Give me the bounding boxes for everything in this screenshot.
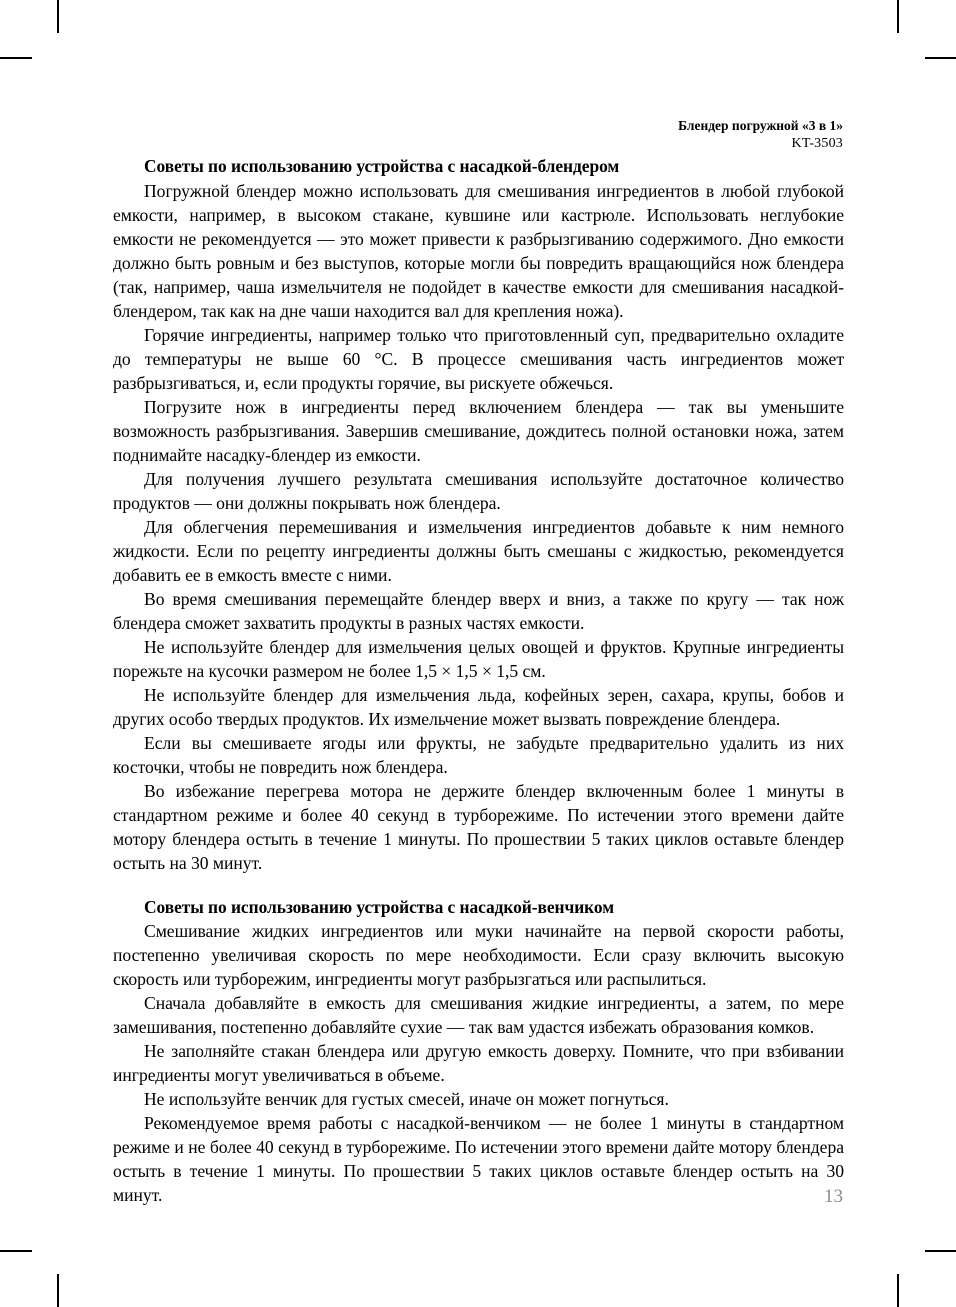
text-column: [113, 155, 844, 1207]
crop-mark-top-left-vertical: [57, 0, 59, 33]
paragraph: Смешивание жидких ингредиентов или муки начинайте на первой скорости работы, постепенно увеличивая скорость по мере необходимости. Если сразу включить высокую скорость или турборежим, ингредиенты могут разбрызгаться или распылиться.: [113, 921, 844, 990]
paragraph: Горячие ингредиенты, например только что приготовленный суп, предварительно охладите до температуры не выше 60 °C. В процессе смешивания часть ингредиентов может разбрызгиваться, и, если продукты горячие, вы рискуете обжечься.: [113, 324, 844, 393]
crop-mark-bottom-left-vertical: [57, 1274, 59, 1307]
crop-mark-bottom-right-vertical: [897, 1274, 899, 1307]
paragraph: Не используйте блендер для измельчения целых овощей и фруктов. Крупные ингредиенты порежьте на кусочки размером не более 1,5 × 1,5 × 1,5 см.: [113, 636, 844, 681]
paragraph: Во время смешивания перемещайте блендер вверх и вниз, а также по кругу — так нож блендера сможет захватить продукты в разных частях емкости.: [113, 588, 844, 633]
page-number: 13: [824, 1186, 843, 1207]
paragraph: Если вы смешиваете ягоды или фрукты, не забудьте предварительно удалить из них косточки, чтобы не повредить нож блендера.: [113, 732, 844, 777]
paragraph: Не используйте блендер для измельчения льда, кофейных зерен, сахара, крупы, бобов и других особо твердых продуктов. Их измельчение может вызвать повреждение блендера.: [113, 684, 844, 729]
paragraph: Погружной блендер можно использовать для смешивания ингредиентов в любой глубокой емкости, например, в высоком стакане, кувшине или кастрюле. Использовать неглубокие емкости не рекомендуется — это может привести к разбрызгиванию содержимого. Дно емкости должно быть ровным и без выступов, которые могли бы повредить вращающийся нож блендера (так, например, чаша измельчителя не подойдет в качестве емкости для смешивания насадкой-блендером, так как на дне чаши находится вал для крепления ножа).: [113, 180, 844, 321]
crop-mark-bottom-right-horizontal: [925, 1250, 956, 1252]
paragraph: Во избежание перегрева мотора не держите блендер включенным более 1 минуты в стандартном режиме и более 40 секунд в турборежиме. По истечении этого времени дайте мотору блендера остыть в течение 1 минуты. По прошествии 5 таких циклов оставьте блендер остыть на 30 минут.: [113, 780, 844, 873]
running-head-model: KT-3503: [791, 135, 843, 151]
section-heading-whisk-attachment: Советы по использованию устройства с насадкой-венчиком: [144, 896, 615, 917]
paragraph: Не заполняйте стакан блендера или другую емкость доверху. Помните, что при взбивании ингредиенты могут увеличиваться в объеме.: [113, 1041, 844, 1086]
section-heading-blender-attachment: Советы по использованию устройства с насадкой-блендером: [144, 156, 620, 176]
paragraph: Для облегчения перемешивания и измельчения ингредиентов добавьте к ним немного жидкости. Если по рецепту ингредиенты должны быть смешаны с жидкостью, рекомендуется добавить ее в емкость вместе с ними.: [113, 516, 844, 585]
paragraph: Рекомендуемое время работы с насадкой-венчиком — не более 1 минуты в стандартном режиме и не более 40 секунд в турборежиме. По истечении этого времени дайте мотору блендера остыть в течение 1 минуты. По прошествии 5 таких циклов оставьте блендер остыть на 30 минут.: [113, 1113, 844, 1206]
crop-mark-bottom-left-horizontal: [0, 1250, 32, 1252]
paragraph: Сначала добавляйте в емкость для смешивания жидкие ингредиенты, а затем, по мере замешивания, постепенно добавляйте сухие — так вам удастся избежать образования комков.: [113, 993, 844, 1038]
crop-mark-top-right-vertical: [897, 0, 899, 33]
running-head: [113, 118, 843, 152]
paragraph: Не используйте венчик для густых смесей, иначе он может погнуться.: [144, 1089, 669, 1110]
running-head-product-title: Блендер погружной «3 в 1»: [678, 118, 843, 133]
crop-mark-top-left-horizontal: [0, 57, 32, 59]
paragraph: Для получения лучшего результата смешивания используйте достаточное количество продуктов — они должны покрывать нож блендера.: [113, 468, 844, 513]
paragraph: Погрузите нож в ингредиенты перед включением блендера — так вы уменьшите возможность разбрызгивания. Завершив смешивание, дождитесь полной остановки ножа, затем поднимайте насадку-блендер из емкости.: [113, 396, 844, 465]
crop-mark-top-right-horizontal: [925, 57, 956, 59]
